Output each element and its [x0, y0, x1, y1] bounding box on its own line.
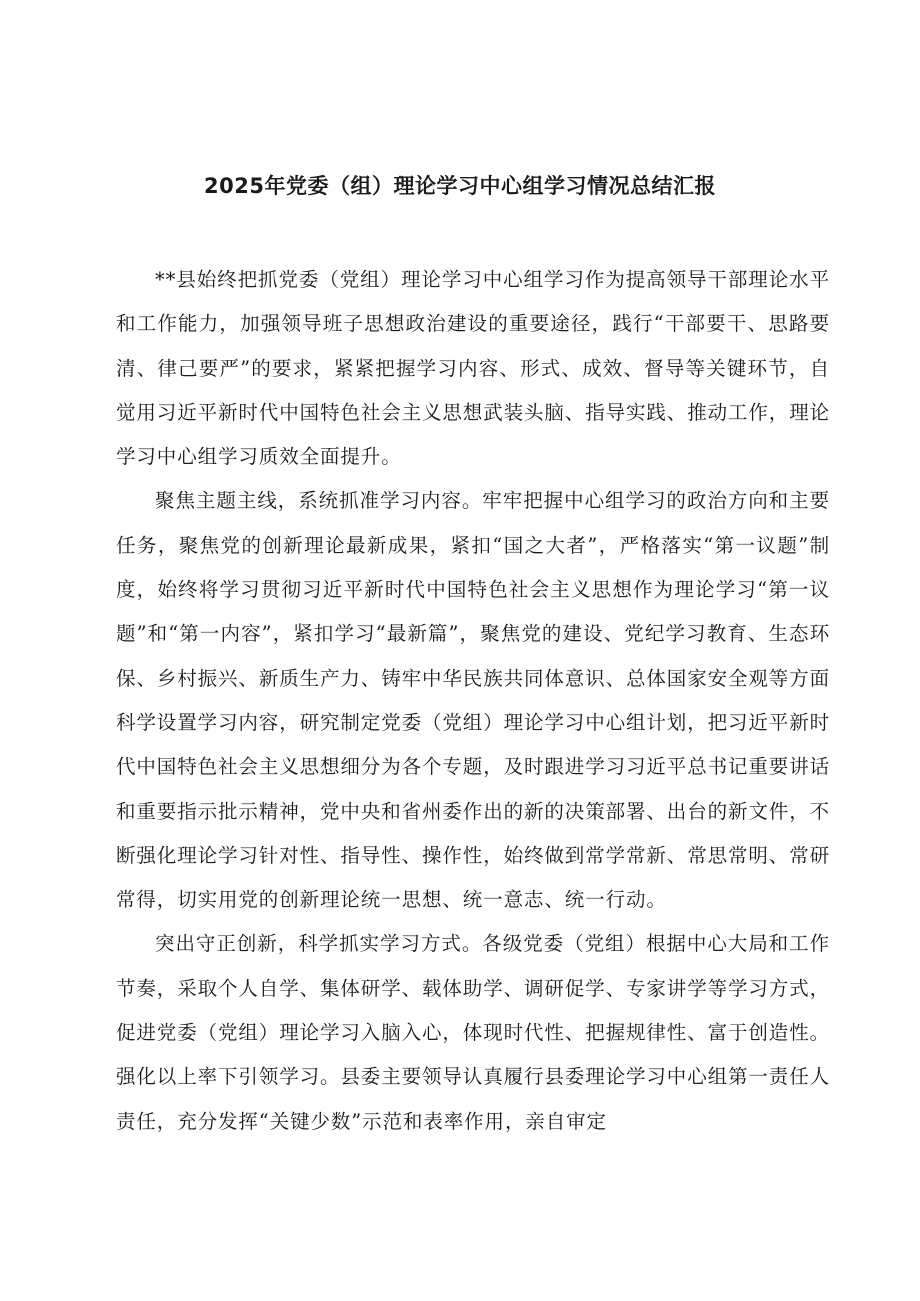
paragraph-learning-methods: 突出守正创新，科学抓实学习方式。各级党委（党组）根据中心大局和工作节奏，采取个人自学、集体研学、载体助学、调研促学、专家讲学等学习方式，促进党委（党组）理论学习入脑入心，体现时代性、把握规律性、富于创造性。强化以上率下引领学习。县委主要领导认真履行县委理论学习中心组第一责任人责任，充分发挥“关键少数”示范和表率作用，亲自审定 — [116, 932, 831, 1133]
document-body — [116, 258, 830, 1144]
paragraph-intro: **县始终把抓党委（党组）理论学习中心组学习作为提高领导干部理论水平和工作能力，加强领导班子思想政治建设的重要途径，践行“干部要干、思路要清、律己要严”的要求，紧紧把握学习内容、形式、成效、督导等关键环节，自觉用习近平新时代中国特色社会主义思想武装头脑、指导实践、推动工作，理论学习中心组学习质效全面提升。 — [116, 268, 831, 469]
paragraph-learning-content: 聚焦主题主线，系统抓准学习内容。牢牢把握中心组学习的政治方向和主要任务，聚焦党的创新理论最新成果，紧扣“国之大者”，严格落实“第一议题”制度，始终将学习贯彻习近平新时代中国特色社会主义思想作为理论学习“第一议题”和“第一内容”，紧扣学习“最新篇”，聚焦党的建设、党纪学习教育、生态环保、乡村振兴、新质生产力、铸牢中华民族共同体意识、总体国家安全观等方面科学设置学习内容，研究制定党委（党组）理论学习中心组计划，把习近平新时代中国特色社会主义思想细分为各个专题，及时跟进学习习近平总书记重要讲话和重要指示批示精神，党中央和省州委作出的新的决策部署、出台的新文件，不断强化理论学习针对性、指导性、操作性，始终做到常学常新、常思常明、常研常得，切实用党的创新理论统一思想、统一意志、统一行动。 — [116, 489, 831, 912]
document-title: 2025年党委（组）理论学习中心组学习情况总结汇报 — [204, 174, 716, 198]
